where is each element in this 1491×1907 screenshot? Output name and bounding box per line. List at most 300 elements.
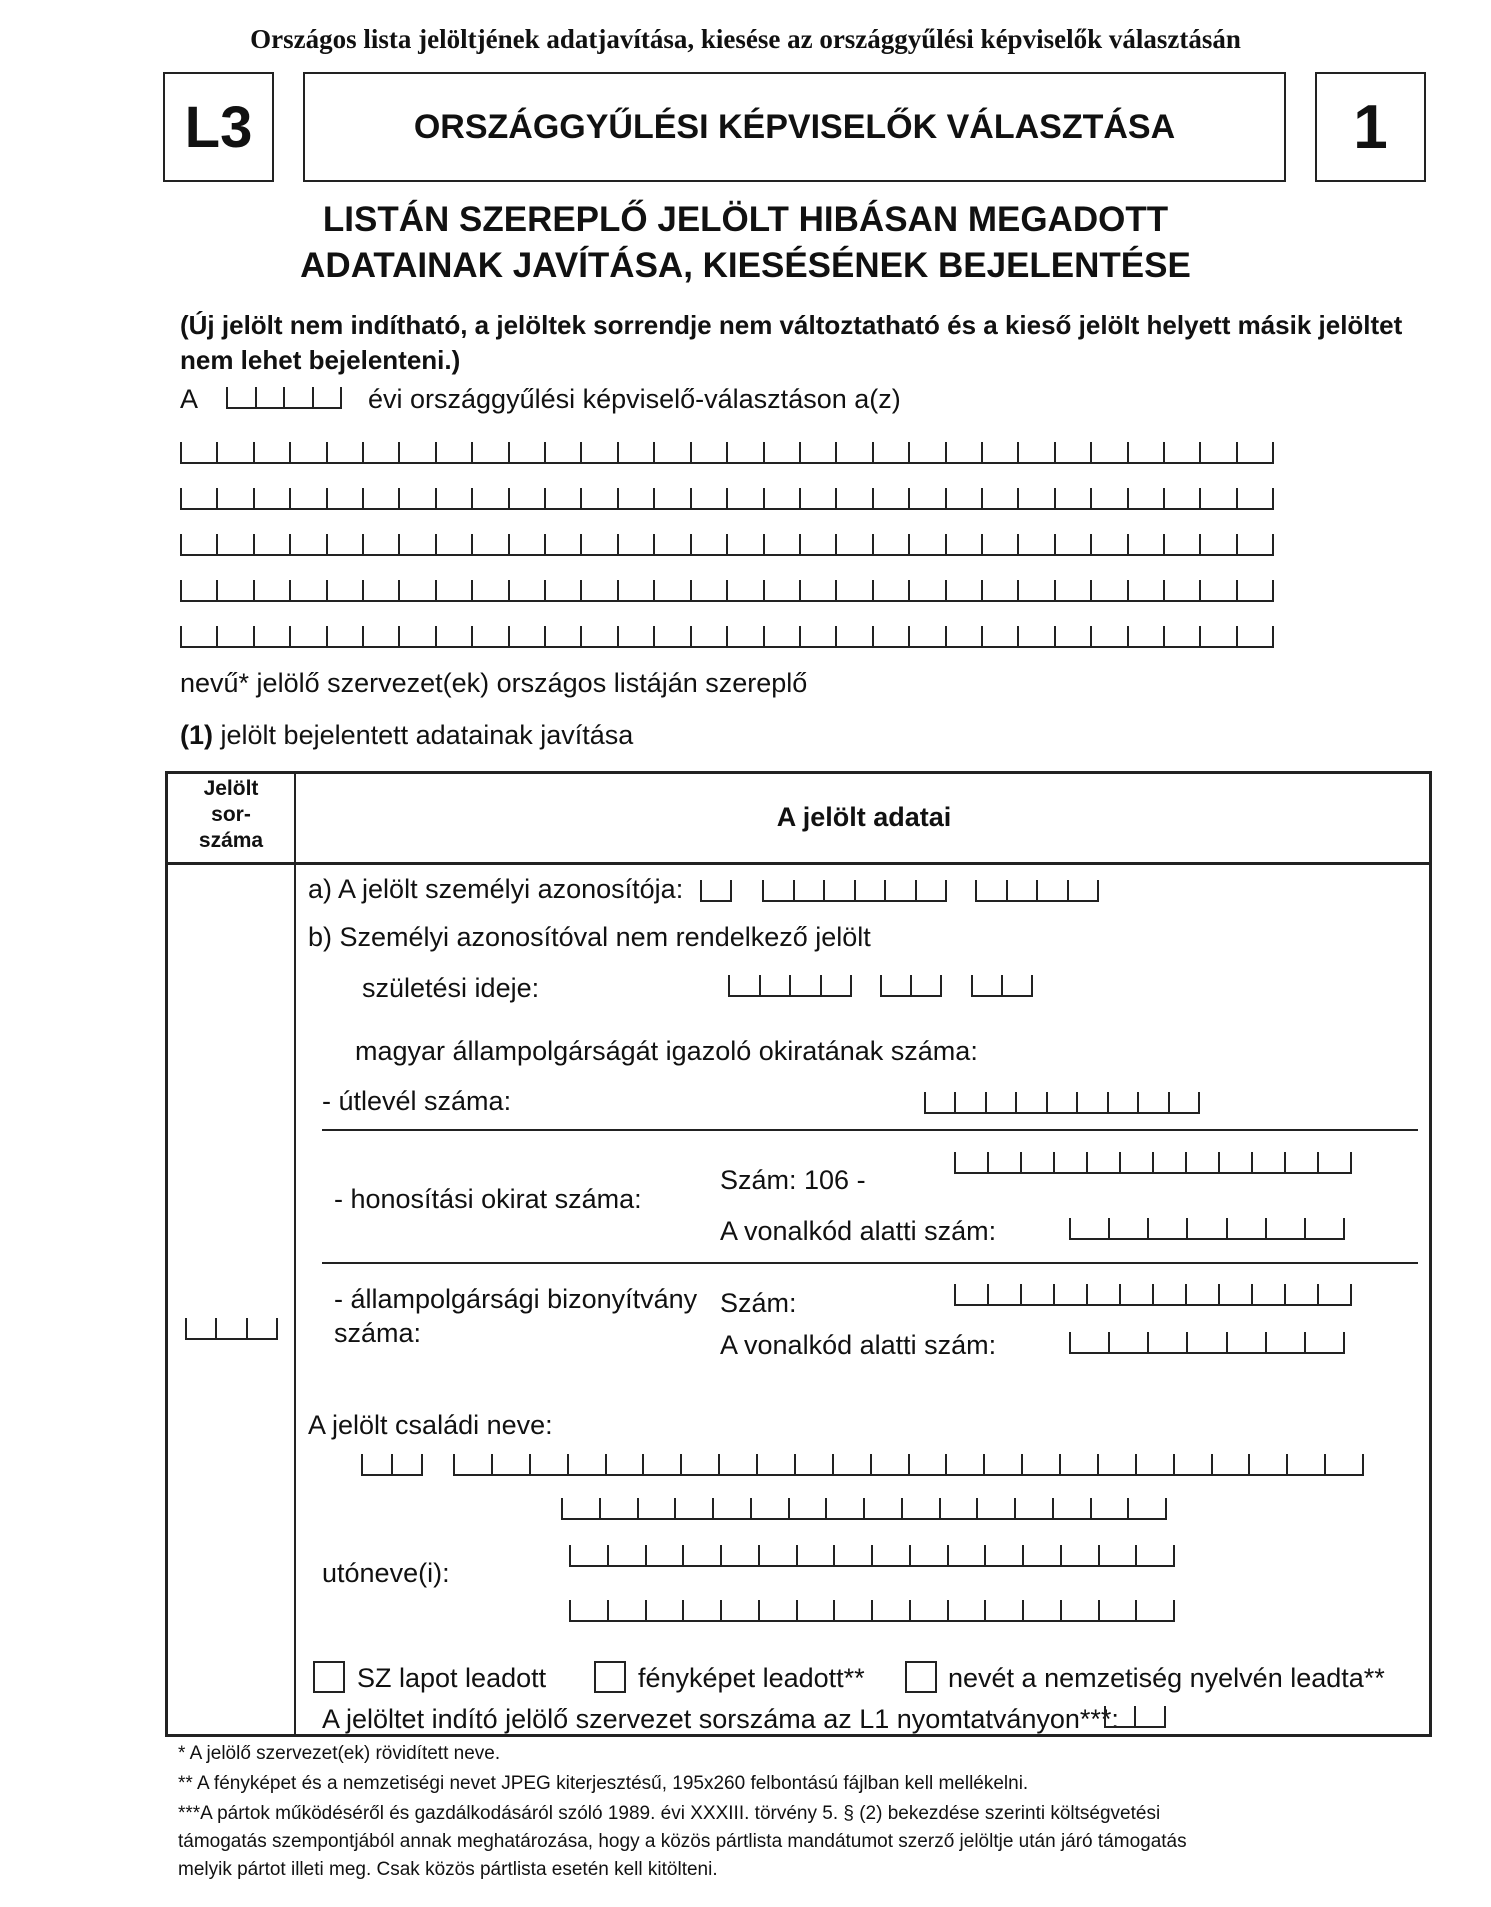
char-cell[interactable]	[1173, 1454, 1211, 1474]
char-cell[interactable]	[832, 1454, 870, 1474]
char-cell[interactable]	[825, 1498, 863, 1518]
char-cell[interactable]	[1324, 1454, 1364, 1474]
char-cell[interactable]	[1014, 1498, 1052, 1518]
char-cell[interactable]	[617, 626, 653, 646]
char-cell[interactable]	[1236, 626, 1274, 646]
char-cell[interactable]	[544, 534, 580, 554]
year-input[interactable]	[226, 387, 342, 409]
char-cell[interactable]	[362, 488, 398, 508]
char-cell[interactable]	[1127, 534, 1163, 554]
char-cell[interactable]	[617, 580, 653, 600]
char-cell[interactable]	[435, 580, 471, 600]
char-cell[interactable]	[799, 442, 835, 462]
char-cell[interactable]	[1135, 1600, 1175, 1620]
char-cell[interactable]	[1186, 1332, 1225, 1352]
char-cell[interactable]	[180, 442, 216, 462]
char-cell[interactable]	[289, 442, 325, 462]
char-cell[interactable]	[793, 880, 824, 900]
char-cell[interactable]	[1098, 1600, 1136, 1620]
char-cell[interactable]	[880, 975, 910, 995]
family-name-prefix-input[interactable]	[361, 1454, 423, 1476]
char-cell[interactable]	[872, 442, 908, 462]
char-cell[interactable]	[799, 626, 835, 646]
char-cell[interactable]	[1076, 1092, 1106, 1112]
char-cell[interactable]	[915, 880, 948, 900]
char-cell[interactable]	[1054, 626, 1090, 646]
char-cell[interactable]	[796, 1545, 834, 1565]
char-cell[interactable]	[690, 580, 726, 600]
char-cell[interactable]	[1086, 1152, 1119, 1172]
char-cell[interactable]	[1119, 1152, 1152, 1172]
char-cell[interactable]	[799, 534, 835, 554]
char-cell[interactable]	[326, 534, 362, 554]
char-cell[interactable]	[1054, 488, 1090, 508]
given-names-input-row-1[interactable]	[569, 1545, 1175, 1567]
char-cell[interactable]	[215, 1318, 245, 1338]
char-cell[interactable]	[1199, 626, 1235, 646]
char-cell[interactable]	[508, 442, 544, 462]
char-cell[interactable]	[1286, 1454, 1324, 1474]
char-cell[interactable]	[1006, 880, 1037, 900]
char-cell[interactable]	[835, 580, 871, 600]
char-cell[interactable]	[362, 580, 398, 600]
char-cell[interactable]	[599, 1498, 637, 1518]
char-cell[interactable]	[945, 580, 981, 600]
char-cell[interactable]	[471, 580, 507, 600]
char-cell[interactable]	[833, 1545, 871, 1565]
char-cell[interactable]	[435, 534, 471, 554]
char-cell[interactable]	[872, 580, 908, 600]
personal-id-input-1[interactable]	[700, 880, 732, 902]
char-cell[interactable]	[1017, 580, 1053, 600]
char-cell[interactable]	[1127, 626, 1163, 646]
char-cell[interactable]	[1090, 534, 1126, 554]
char-cell[interactable]	[1046, 1092, 1076, 1112]
char-cell[interactable]	[1304, 1332, 1345, 1352]
char-cell[interactable]	[726, 580, 762, 600]
char-cell[interactable]	[398, 442, 434, 462]
char-cell[interactable]	[653, 626, 689, 646]
char-cell[interactable]	[580, 488, 616, 508]
char-cell[interactable]	[1163, 580, 1199, 600]
char-cell[interactable]	[569, 1545, 607, 1565]
char-cell[interactable]	[700, 880, 732, 900]
char-cell[interactable]	[391, 1454, 423, 1474]
char-cell[interactable]	[283, 387, 312, 407]
char-cell[interactable]	[569, 1600, 607, 1620]
char-cell[interactable]	[645, 1545, 683, 1565]
char-cell[interactable]	[253, 626, 289, 646]
char-cell[interactable]	[690, 626, 726, 646]
char-cell[interactable]	[1226, 1332, 1265, 1352]
org-name-input-row-4[interactable]	[180, 580, 1274, 602]
char-cell[interactable]	[872, 626, 908, 646]
char-cell[interactable]	[945, 626, 981, 646]
char-cell[interactable]	[289, 626, 325, 646]
char-cell[interactable]	[833, 1600, 871, 1620]
char-cell[interactable]	[1163, 488, 1199, 508]
char-cell[interactable]	[871, 1600, 909, 1620]
char-cell[interactable]	[1199, 488, 1235, 508]
char-cell[interactable]	[1017, 534, 1053, 554]
char-cell[interactable]	[1127, 1498, 1167, 1518]
char-cell[interactable]	[1147, 1218, 1186, 1238]
char-cell[interactable]	[1060, 1600, 1098, 1620]
char-cell[interactable]	[544, 488, 580, 508]
char-cell[interactable]	[987, 1152, 1020, 1172]
char-cell[interactable]	[1163, 626, 1199, 646]
char-cell[interactable]	[1186, 1218, 1225, 1238]
char-cell[interactable]	[435, 488, 471, 508]
birth-year-input[interactable]	[728, 975, 852, 997]
naturalization-number-input[interactable]	[954, 1152, 1352, 1174]
char-cell[interactable]	[1304, 1218, 1345, 1238]
char-cell[interactable]	[1098, 1545, 1136, 1565]
char-cell[interactable]	[756, 1454, 794, 1474]
char-cell[interactable]	[1211, 1454, 1249, 1474]
char-cell[interactable]	[763, 534, 799, 554]
char-cell[interactable]	[1054, 580, 1090, 600]
char-cell[interactable]	[690, 442, 726, 462]
char-cell[interactable]	[908, 442, 944, 462]
char-cell[interactable]	[580, 626, 616, 646]
char-cell[interactable]	[975, 880, 1006, 900]
char-cell[interactable]	[508, 534, 544, 554]
char-cell[interactable]	[976, 1498, 1014, 1518]
char-cell[interactable]	[682, 1545, 720, 1565]
char-cell[interactable]	[326, 442, 362, 462]
char-cell[interactable]	[726, 534, 762, 554]
char-cell[interactable]	[580, 580, 616, 600]
char-cell[interactable]	[1236, 580, 1274, 600]
char-cell[interactable]	[1185, 1284, 1218, 1304]
char-cell[interactable]	[1199, 534, 1235, 554]
char-cell[interactable]	[835, 442, 871, 462]
char-cell[interactable]	[567, 1454, 605, 1474]
char-cell[interactable]	[1020, 1152, 1053, 1172]
char-cell[interactable]	[981, 488, 1017, 508]
char-cell[interactable]	[726, 488, 762, 508]
char-cell[interactable]	[788, 1498, 826, 1518]
char-cell[interactable]	[1119, 1284, 1152, 1304]
org-name-input-row-1[interactable]	[180, 442, 1274, 464]
char-cell[interactable]	[312, 387, 343, 407]
char-cell[interactable]	[180, 488, 216, 508]
char-cell[interactable]	[750, 1498, 788, 1518]
char-cell[interactable]	[1147, 1332, 1186, 1352]
org-name-input-row-5[interactable]	[180, 626, 1274, 648]
char-cell[interactable]	[617, 442, 653, 462]
char-cell[interactable]	[1022, 1600, 1060, 1620]
char-cell[interactable]	[398, 534, 434, 554]
char-cell[interactable]	[1052, 1498, 1090, 1518]
char-cell[interactable]	[1060, 1545, 1098, 1565]
char-cell[interactable]	[758, 1545, 796, 1565]
char-cell[interactable]	[561, 1498, 599, 1518]
char-cell[interactable]	[945, 442, 981, 462]
char-cell[interactable]	[682, 1600, 720, 1620]
char-cell[interactable]	[653, 442, 689, 462]
char-cell[interactable]	[605, 1454, 643, 1474]
personal-id-input-2[interactable]	[762, 880, 947, 902]
char-cell[interactable]	[863, 1498, 901, 1518]
char-cell[interactable]	[326, 580, 362, 600]
char-cell[interactable]	[884, 880, 915, 900]
char-cell[interactable]	[1104, 1706, 1134, 1726]
char-cell[interactable]	[1069, 1332, 1108, 1352]
char-cell[interactable]	[1168, 1092, 1200, 1112]
char-cell[interactable]	[1020, 1284, 1053, 1304]
char-cell[interactable]	[607, 1545, 645, 1565]
char-cell[interactable]	[763, 580, 799, 600]
certificate-number-input[interactable]	[954, 1284, 1352, 1306]
char-cell[interactable]	[909, 1545, 947, 1565]
char-cell[interactable]	[216, 488, 252, 508]
char-cell[interactable]	[971, 975, 1001, 995]
char-cell[interactable]	[939, 1498, 977, 1518]
char-cell[interactable]	[289, 580, 325, 600]
char-cell[interactable]	[1107, 1092, 1137, 1112]
char-cell[interactable]	[529, 1454, 567, 1474]
char-cell[interactable]	[508, 488, 544, 508]
char-cell[interactable]	[1021, 1454, 1059, 1474]
char-cell[interactable]	[981, 534, 1017, 554]
char-cell[interactable]	[471, 534, 507, 554]
char-cell[interactable]	[945, 534, 981, 554]
char-cell[interactable]	[1090, 1498, 1128, 1518]
char-cell[interactable]	[253, 580, 289, 600]
char-cell[interactable]	[246, 1318, 278, 1338]
char-cell[interactable]	[794, 1454, 832, 1474]
char-cell[interactable]	[796, 1600, 834, 1620]
char-cell[interactable]	[362, 442, 398, 462]
char-cell[interactable]	[180, 626, 216, 646]
char-cell[interactable]	[544, 580, 580, 600]
char-cell[interactable]	[255, 387, 284, 407]
char-cell[interactable]	[1236, 488, 1274, 508]
char-cell[interactable]	[1053, 1152, 1086, 1172]
char-cell[interactable]	[799, 580, 835, 600]
char-cell[interactable]	[180, 534, 216, 554]
naturalization-barcode-input[interactable]	[1069, 1218, 1345, 1240]
char-cell[interactable]	[398, 580, 434, 600]
char-cell[interactable]	[947, 1545, 985, 1565]
char-cell[interactable]	[435, 626, 471, 646]
char-cell[interactable]	[987, 1284, 1020, 1304]
birth-day-input[interactable]	[971, 975, 1033, 997]
char-cell[interactable]	[872, 534, 908, 554]
char-cell[interactable]	[1317, 1284, 1352, 1304]
char-cell[interactable]	[1090, 580, 1126, 600]
org-name-input-row-3[interactable]	[180, 534, 1274, 556]
char-cell[interactable]	[361, 1454, 391, 1474]
char-cell[interactable]	[453, 1454, 491, 1474]
char-cell[interactable]	[835, 626, 871, 646]
char-cell[interactable]	[216, 580, 252, 600]
char-cell[interactable]	[398, 626, 434, 646]
char-cell[interactable]	[253, 488, 289, 508]
char-cell[interactable]	[1317, 1152, 1352, 1172]
char-cell[interactable]	[789, 975, 820, 995]
char-cell[interactable]	[908, 580, 944, 600]
char-cell[interactable]	[508, 580, 544, 600]
char-cell[interactable]	[226, 387, 255, 407]
char-cell[interactable]	[1134, 1706, 1166, 1726]
char-cell[interactable]	[981, 580, 1017, 600]
char-cell[interactable]	[398, 488, 434, 508]
char-cell[interactable]	[1069, 1218, 1108, 1238]
char-cell[interactable]	[854, 880, 885, 900]
given-names-input-row-2[interactable]	[569, 1600, 1175, 1622]
char-cell[interactable]	[1127, 488, 1163, 508]
char-cell[interactable]	[820, 975, 853, 995]
char-cell[interactable]	[1251, 1152, 1284, 1172]
char-cell[interactable]	[435, 442, 471, 462]
personal-id-input-3[interactable]	[975, 880, 1099, 902]
char-cell[interactable]	[762, 880, 793, 900]
char-cell[interactable]	[1248, 1454, 1286, 1474]
char-cell[interactable]	[216, 442, 252, 462]
char-cell[interactable]	[1265, 1332, 1304, 1352]
char-cell[interactable]	[1036, 880, 1067, 900]
char-cell[interactable]	[981, 442, 1017, 462]
char-cell[interactable]	[1108, 1218, 1147, 1238]
char-cell[interactable]	[924, 1092, 954, 1112]
char-cell[interactable]	[1090, 488, 1126, 508]
char-cell[interactable]	[945, 488, 981, 508]
sz-sheet-checkbox[interactable]	[313, 1661, 345, 1693]
party-seq-input[interactable]	[1104, 1706, 1166, 1728]
char-cell[interactable]	[607, 1600, 645, 1620]
char-cell[interactable]	[1163, 534, 1199, 554]
char-cell[interactable]	[1017, 626, 1053, 646]
char-cell[interactable]	[1015, 1092, 1045, 1112]
char-cell[interactable]	[637, 1498, 675, 1518]
char-cell[interactable]	[983, 1454, 1021, 1474]
char-cell[interactable]	[690, 534, 726, 554]
char-cell[interactable]	[1163, 442, 1199, 462]
char-cell[interactable]	[984, 1545, 1022, 1565]
char-cell[interactable]	[1226, 1218, 1265, 1238]
char-cell[interactable]	[726, 626, 762, 646]
char-cell[interactable]	[981, 626, 1017, 646]
char-cell[interactable]	[1152, 1284, 1185, 1304]
char-cell[interactable]	[1185, 1152, 1218, 1172]
char-cell[interactable]	[1097, 1454, 1135, 1474]
char-cell[interactable]	[362, 626, 398, 646]
char-cell[interactable]	[871, 1545, 909, 1565]
char-cell[interactable]	[947, 1600, 985, 1620]
photo-checkbox[interactable]	[594, 1661, 626, 1693]
char-cell[interactable]	[1284, 1152, 1317, 1172]
char-cell[interactable]	[908, 488, 944, 508]
family-name-input-row-1[interactable]	[453, 1454, 1364, 1476]
nationality-name-checkbox[interactable]	[905, 1661, 937, 1693]
char-cell[interactable]	[180, 580, 216, 600]
char-cell[interactable]	[908, 534, 944, 554]
char-cell[interactable]	[1054, 442, 1090, 462]
char-cell[interactable]	[712, 1498, 750, 1518]
char-cell[interactable]	[617, 534, 653, 554]
char-cell[interactable]	[1001, 975, 1033, 995]
char-cell[interactable]	[1152, 1152, 1185, 1172]
char-cell[interactable]	[471, 442, 507, 462]
char-cell[interactable]	[954, 1152, 987, 1172]
char-cell[interactable]	[580, 442, 616, 462]
char-cell[interactable]	[909, 1600, 947, 1620]
char-cell[interactable]	[1017, 442, 1053, 462]
char-cell[interactable]	[544, 626, 580, 646]
char-cell[interactable]	[945, 1454, 983, 1474]
char-cell[interactable]	[901, 1498, 939, 1518]
char-cell[interactable]	[1127, 442, 1163, 462]
char-cell[interactable]	[653, 580, 689, 600]
char-cell[interactable]	[1054, 534, 1090, 554]
char-cell[interactable]	[653, 534, 689, 554]
char-cell[interactable]	[1067, 880, 1100, 900]
char-cell[interactable]	[690, 488, 726, 508]
char-cell[interactable]	[720, 1545, 758, 1565]
char-cell[interactable]	[763, 488, 799, 508]
char-cell[interactable]	[954, 1092, 984, 1112]
char-cell[interactable]	[1059, 1454, 1097, 1474]
char-cell[interactable]	[362, 534, 398, 554]
char-cell[interactable]	[823, 880, 854, 900]
char-cell[interactable]	[253, 534, 289, 554]
char-cell[interactable]	[508, 626, 544, 646]
char-cell[interactable]	[908, 626, 944, 646]
char-cell[interactable]	[1017, 488, 1053, 508]
char-cell[interactable]	[1236, 442, 1274, 462]
char-cell[interactable]	[1090, 626, 1126, 646]
char-cell[interactable]	[759, 975, 790, 995]
char-cell[interactable]	[720, 1600, 758, 1620]
char-cell[interactable]	[1236, 534, 1274, 554]
char-cell[interactable]	[326, 488, 362, 508]
char-cell[interactable]	[728, 975, 759, 995]
family-name-input-row-2[interactable]	[561, 1498, 1167, 1520]
char-cell[interactable]	[1135, 1545, 1175, 1565]
char-cell[interactable]	[718, 1454, 756, 1474]
birth-month-input[interactable]	[880, 975, 942, 997]
char-cell[interactable]	[1022, 1545, 1060, 1565]
char-cell[interactable]	[1199, 580, 1235, 600]
char-cell[interactable]	[954, 1284, 987, 1304]
char-cell[interactable]	[544, 442, 580, 462]
char-cell[interactable]	[1127, 580, 1163, 600]
char-cell[interactable]	[289, 534, 325, 554]
char-cell[interactable]	[1251, 1284, 1284, 1304]
char-cell[interactable]	[1218, 1284, 1251, 1304]
char-cell[interactable]	[471, 488, 507, 508]
char-cell[interactable]	[642, 1454, 680, 1474]
char-cell[interactable]	[1135, 1454, 1173, 1474]
char-cell[interactable]	[1284, 1284, 1317, 1304]
char-cell[interactable]	[1053, 1284, 1086, 1304]
char-cell[interactable]	[253, 442, 289, 462]
candidate-seq-input[interactable]	[185, 1318, 278, 1340]
char-cell[interactable]	[653, 488, 689, 508]
char-cell[interactable]	[1137, 1092, 1167, 1112]
char-cell[interactable]	[289, 488, 325, 508]
char-cell[interactable]	[1265, 1218, 1304, 1238]
char-cell[interactable]	[726, 442, 762, 462]
char-cell[interactable]	[216, 626, 252, 646]
char-cell[interactable]	[763, 442, 799, 462]
char-cell[interactable]	[617, 488, 653, 508]
char-cell[interactable]	[680, 1454, 718, 1474]
char-cell[interactable]	[326, 626, 362, 646]
